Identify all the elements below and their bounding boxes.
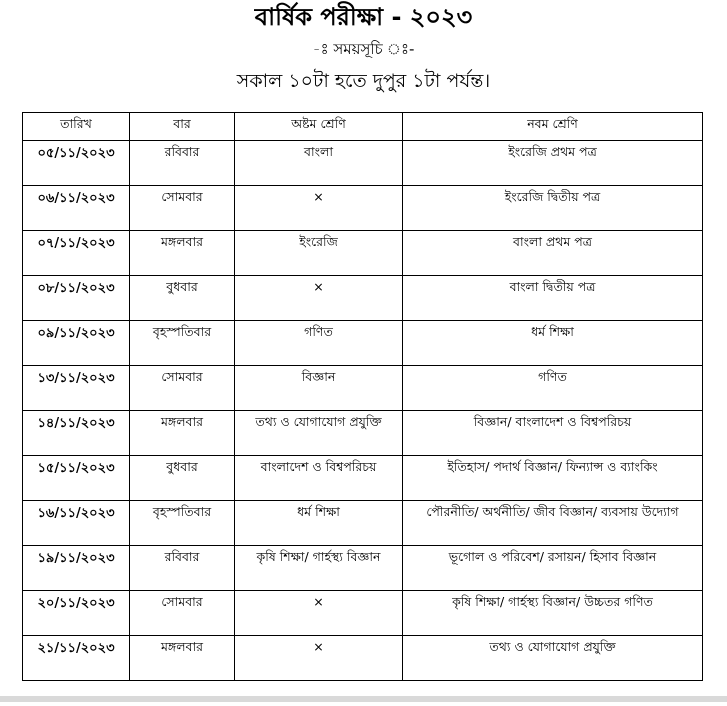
class8-subject-cell: × [235,636,403,681]
class9-subject-cell: ইতিহাস/ পদার্থ বিজ্ঞান/ ফিন্যান্স ও ব্যাংকিং [403,456,703,501]
table-row [23,591,703,636]
class9-subject-cell: ধর্ম শিক্ষা [403,321,703,366]
page-title: বার্ষিক পরীক্ষা - ২০২৩ [254,3,473,31]
class8-subject-cell: তথ্য ও যোগাযোগ প্রযুক্তি [235,411,403,456]
day-cell: সোমবার [130,366,235,411]
date-cell: ১৪/১১/২০২৩ [23,411,130,456]
class8-subject-cell: বাংলাদেশ ও বিশ্বপরিচয় [235,456,403,501]
date-cell: ০৬/১১/২০২৩ [23,186,130,231]
class9-subject-cell: ভূগোল ও পরিবেশ/ রসায়ন/ হিসাব বিজ্ঞান [403,546,703,591]
table-row [23,546,703,591]
column-header-class8: অষ্টম শ্রেণি [235,113,403,141]
table-row [23,321,703,366]
day-cell: বৃহস্পতিবার [130,501,235,546]
table-row [23,501,703,546]
day-cell: রবিবার [130,546,235,591]
day-cell: মঙ্গলবার [130,411,235,456]
date-cell: ০৫/১১/২০২৩ [23,141,130,186]
class8-subject-cell: ইংরেজি [235,231,403,276]
class8-subject-cell: কৃষি শিক্ষা/ গার্হস্থ্য বিজ্ঞান [235,546,403,591]
table-row [23,636,703,681]
date-cell: ১৯/১১/২০২৩ [23,546,130,591]
column-header-day: বার [130,113,235,141]
date-cell: ২১/১১/২০২৩ [23,636,130,681]
class8-subject-cell: × [235,186,403,231]
date-cell: ০৯/১১/২০২৩ [23,321,130,366]
table-row [23,276,703,321]
class8-subject-cell: ধর্ম শিক্ষা [235,501,403,546]
day-cell: মঙ্গলবার [130,636,235,681]
table-header-row [23,113,703,141]
date-cell: ১৫/১১/২০২৩ [23,456,130,501]
table-row [23,411,703,456]
exam-timing: সকাল ১০টা হতে দুপুর ১টা পর্যন্ত। [236,70,491,92]
day-cell: বুধবার [130,456,235,501]
day-cell: সোমবার [130,186,235,231]
schedule-subtitle: -ঃ সময়সূচি ঃ- [312,40,415,58]
class9-subject-cell: বাংলা দ্বিতীয় পত্র [403,276,703,321]
table-row [23,456,703,501]
page-bottom-edge [0,696,727,702]
date-cell: ০৮/১১/২০২৩ [23,276,130,321]
class8-subject-cell: × [235,276,403,321]
table-row [23,231,703,276]
class9-subject-cell: বাংলা প্রথম পত্র [403,231,703,276]
table-row [23,366,703,411]
class8-subject-cell: বিজ্ঞান [235,366,403,411]
day-cell: বৃহস্পতিবার [130,321,235,366]
class9-subject-cell: ইংরেজি দ্বিতীয় পত্র [403,186,703,231]
date-cell: ১৬/১১/২০২৩ [23,501,130,546]
class9-subject-cell: গণিত [403,366,703,411]
class8-subject-cell: বাংলা [235,141,403,186]
day-cell: সোমবার [130,591,235,636]
exam-schedule-table [22,112,703,681]
day-cell: বুধবার [130,276,235,321]
table-row [23,141,703,186]
date-cell: ২০/১১/২০২৩ [23,591,130,636]
date-cell: ১৩/১১/২০২৩ [23,366,130,411]
day-cell: মঙ্গলবার [130,231,235,276]
date-cell: ০৭/১১/২০২৩ [23,231,130,276]
class9-subject-cell: কৃষি শিক্ষা/ গার্হস্থ্য বিজ্ঞান/ উচ্চতর গণিত [403,591,703,636]
column-header-class9: নবম শ্রেণি [403,113,703,141]
class9-subject-cell: ইংরেজি প্রথম পত্র [403,141,703,186]
class9-subject-cell: পৌরনীতি/ অর্থনীতি/ জীব বিজ্ঞান/ ব্যবসায় উদ্যোগ [403,501,703,546]
class8-subject-cell: × [235,591,403,636]
class9-subject-cell: বিজ্ঞান/ বাংলাদেশ ও বিশ্বপরিচয় [403,411,703,456]
table-row [23,186,703,231]
class9-subject-cell: তথ্য ও যোগাযোগ প্রযুক্তি [403,636,703,681]
column-header-date: তারিখ [23,113,130,141]
day-cell: রবিবার [130,141,235,186]
class8-subject-cell: গণিত [235,321,403,366]
